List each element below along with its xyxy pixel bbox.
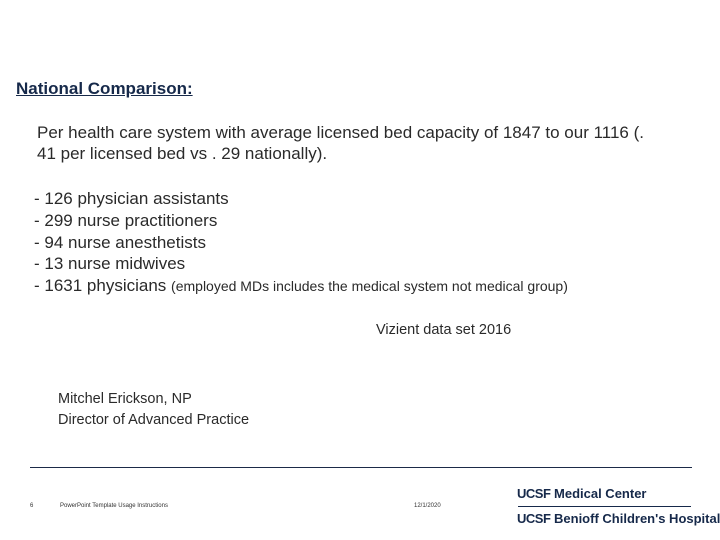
template-note: PowerPoint Template Usage Instructions bbox=[60, 503, 168, 509]
intro-paragraph: Per health care system with average licensed bed capacity of 1847 to our 1116 (. 41 per licensed bed vs . 29 nationally). bbox=[37, 123, 644, 163]
stat-physicians: - 1631 physicians bbox=[34, 276, 167, 296]
stat-physicians-row bbox=[34, 275, 568, 298]
ucsf-wordmark: UCSF bbox=[517, 486, 551, 501]
slide-number: 6 bbox=[30, 503, 34, 509]
stat-nurse-practitioners: - 299 nurse practitioners bbox=[34, 210, 218, 230]
provider-stats-list bbox=[34, 188, 568, 298]
medical-center-label: Medical Center bbox=[554, 486, 647, 501]
ucsf-medical-center-logo bbox=[517, 486, 647, 501]
data-source: Vizient data set 2016 bbox=[376, 322, 512, 338]
childrens-hospital-label: Benioff Children's Hospital bbox=[554, 511, 720, 526]
stat-nurse-midwives: - 13 nurse midwives bbox=[34, 254, 186, 274]
ucsf-wordmark-2: UCSF bbox=[517, 511, 551, 526]
author-name: Mitchel Erickson, NP bbox=[58, 391, 192, 407]
section-heading: National Comparison: bbox=[16, 79, 193, 98]
ucsf-childrens-hospital-logo bbox=[517, 511, 720, 526]
stat-nurse-anesthetists: - 94 nurse anesthetists bbox=[34, 232, 206, 252]
logo-divider bbox=[518, 506, 691, 507]
author-title: Director of Advanced Practice bbox=[58, 412, 250, 428]
stat-physician-assistants: - 126 physician assistants bbox=[34, 189, 229, 208]
footer-date: 12/1/2020 bbox=[414, 503, 441, 509]
stat-physicians-note: (employed MDs includes the medical system not medical group) bbox=[171, 278, 568, 295]
author-block bbox=[58, 389, 249, 431]
footer-divider bbox=[30, 467, 692, 468]
